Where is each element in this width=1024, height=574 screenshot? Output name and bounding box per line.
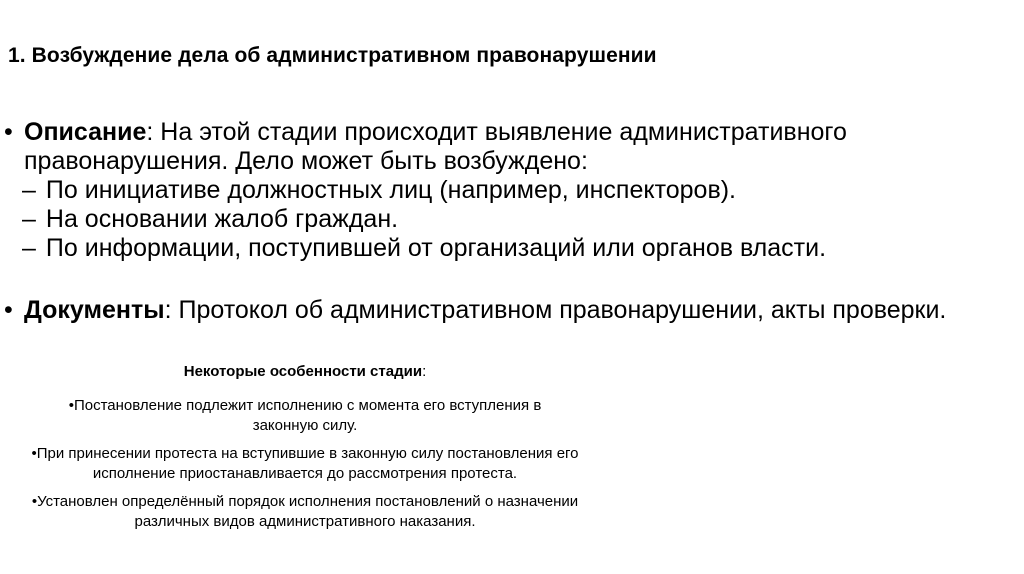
feature-item: •Постановление подлежит исполнению с момента его вступления в законную силу. bbox=[68, 397, 542, 434]
description-colon: : bbox=[146, 118, 154, 146]
bullet-icon: • bbox=[4, 118, 13, 146]
dash-icon: – bbox=[22, 205, 36, 233]
description-item-text: По инициативе должностных лиц (например, инспекторов). bbox=[45, 176, 737, 204]
description-item bbox=[22, 205, 1024, 234]
description-text: На этой стадии происходит выявление административного правонарушения. Дело может быть возбуждено: bbox=[24, 118, 847, 175]
bullet-icon: • bbox=[4, 296, 13, 324]
features-heading-text: Некоторые особенности стадии bbox=[183, 363, 423, 380]
description-block bbox=[4, 118, 1024, 263]
dash-icon: – bbox=[22, 234, 36, 262]
documents-colon: : bbox=[164, 296, 172, 324]
description-body bbox=[4, 118, 1024, 263]
description-item-text: По информации, поступившей от организаций или органов власти. bbox=[45, 234, 827, 262]
documents-label: Документы bbox=[24, 296, 165, 324]
description-label: Описание bbox=[24, 118, 147, 146]
features-heading bbox=[0, 362, 610, 382]
description-item-text: На основании жалоб граждан. bbox=[45, 205, 399, 233]
description-item bbox=[22, 234, 1024, 263]
dash-icon: – bbox=[22, 176, 36, 204]
slide-title: 1. Возбуждение дела об административном правонарушении bbox=[8, 44, 657, 67]
description-item bbox=[22, 176, 1024, 205]
documents-body bbox=[4, 296, 1024, 325]
feature-item: •Установлен определённый порядок исполнения постановлений о назначении различных видов административного наказания. bbox=[31, 493, 579, 530]
features-block bbox=[0, 362, 610, 540]
feature-item: •При принесении протеста на вступившие в законную силу постановления его исполнение приостанавливается до рассмотрения протеста. bbox=[31, 445, 579, 482]
documents-text: Протокол об административном правонарушении, акты проверки. bbox=[171, 296, 947, 324]
documents-block bbox=[4, 296, 1024, 325]
features-heading-colon: : bbox=[422, 363, 427, 380]
